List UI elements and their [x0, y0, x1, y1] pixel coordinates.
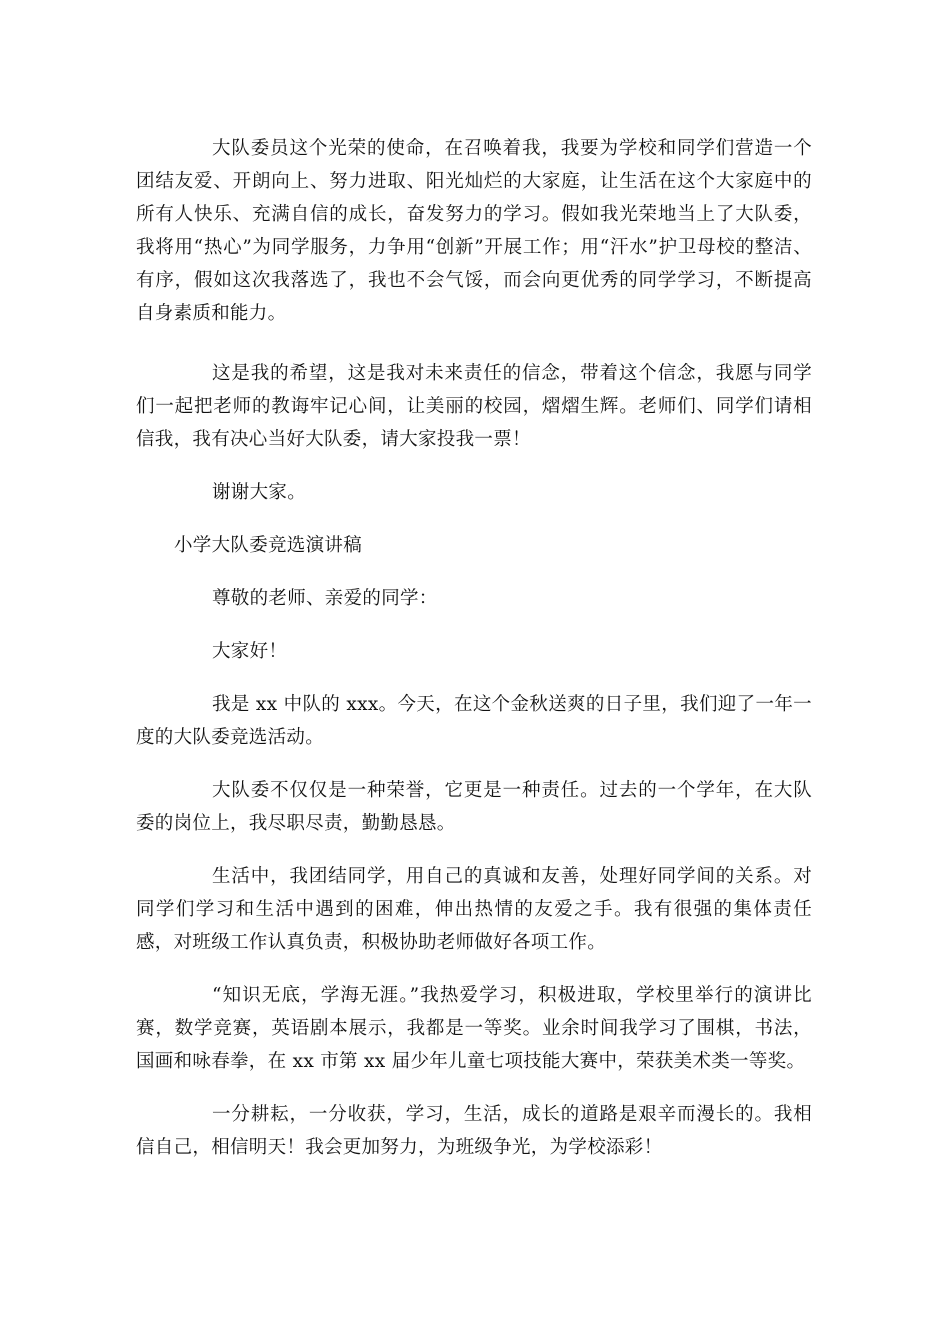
greeting: 尊敬的老师、亲爱的同学：	[212, 588, 438, 609]
paragraph-responsibility: 大队委不仅仅是一种荣誉，它更是一种责任。过去的一个学年，在大队委的岗位上，我尽职尽责，勤勤恳恳。	[136, 780, 812, 834]
section-title: 小学大队委竞选演讲稿	[174, 535, 363, 556]
paragraph-hope: 这是我的希望，这是我对未来责任的信念，带着这个信念，我愿与同学们一起把老师的教诲牢记心间，让美丽的校园，熠熠生辉。老师们、同学们请相信我，我有决心当好大队委，请大家投我一票！	[136, 363, 812, 450]
paragraph-intro: 我是 xx 中队的 xxx。今天，在这个金秋送爽的日子里，我们迎了一年一度的大队委竞选活动。	[136, 694, 812, 748]
paragraph-study: “知识无底，学海无涯。”我热爱学习，积极进取，学校里举行的演讲比赛，数学竞赛，英语剧本展示，我都是一等奖。业余时间我学习了围棋，书法，国画和咏春拳，在 xx 市第 xx 届少年儿童七项技能大赛中，荣获美术类一等奖。	[136, 985, 812, 1072]
paragraph-mission: 大队委员这个光荣的使命，在召唤着我，我要为学校和同学们营造一个团结友爱、开朗向上、努力进取、阳光灿烂的大家庭，让生活在这个大家庭中的所有人快乐、充满自信的成长，奋发努力的学习。假如我光荣地当上了大队委，我将用“热心”为同学服务，力争用“创新”开展工作；用“汗水”护卫母校的整洁、有序，假如这次我落选了，我也不会气馁，而会向更优秀的同学学习，不断提高自身素质和能力。	[136, 138, 812, 324]
paragraph-closing: 一分耕耘，一分收获，学习，生活，成长的道路是艰辛而漫长的。我相信自己，相信明天！我会更加努力，为班级争光，为学校添彩！	[136, 1104, 812, 1158]
hello: 大家好！	[212, 641, 288, 662]
paragraph-life: 生活中，我团结同学，用自己的真诚和友善，处理好同学间的关系。对同学们学习和生活中遇到的困难，伸出热情的友爱之手。我有很强的集体责任感，对班级工作认真负责，积极协助老师做好各项工作。	[136, 866, 812, 953]
paragraph-thanks: 谢谢大家。	[212, 482, 307, 503]
document-body	[136, 132, 812, 1164]
